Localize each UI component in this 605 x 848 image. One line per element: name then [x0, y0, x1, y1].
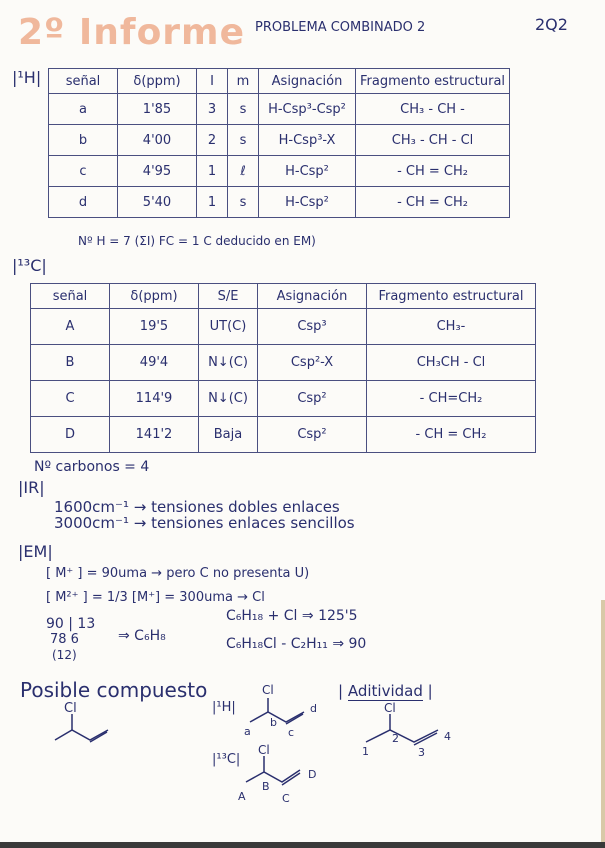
table-cell: Csp² — [258, 381, 367, 417]
em-calc-3: (12) — [52, 648, 77, 662]
structure-bonds — [55, 730, 108, 740]
c13-table — [30, 283, 536, 453]
table-row — [31, 381, 536, 417]
h1-header-cell: I — [197, 69, 228, 94]
h1-note: Nº H = 7 (ΣI) FC = 1 C deducido en EM) — [78, 234, 316, 248]
c13-header-cell: Fragmento estructural — [367, 284, 536, 309]
table-cell: A — [31, 309, 110, 345]
table-cell: D — [31, 417, 110, 453]
additivity-num-4: 4 — [444, 730, 451, 743]
table-cell: 1 — [197, 156, 228, 187]
additivity-label: | Aditividad | — [338, 682, 433, 700]
table-cell: 141'2 — [110, 417, 199, 453]
table-cell: H-Csp³-Csp² — [259, 94, 356, 125]
table-cell: CH₃CH - Cl — [367, 345, 536, 381]
table-cell: 49'4 — [110, 345, 199, 381]
table-row — [49, 125, 510, 156]
table-cell: CH₃- — [367, 309, 536, 345]
compound-structure — [50, 700, 130, 760]
c13-note: Nº carbonos = 4 — [34, 459, 150, 475]
em-section-label: |EM| — [18, 542, 53, 561]
h1-header-row — [49, 69, 510, 94]
compound-c13-label: |¹³C| — [212, 752, 241, 767]
compound-c13-text: ¹³C — [216, 752, 236, 767]
c13-double-bond — [282, 773, 300, 785]
h1-letter-b: b — [270, 716, 277, 729]
c13-letter-a: A — [238, 790, 246, 803]
table-cell: 1'85 — [118, 94, 197, 125]
em-calc-1: 90 | 13 — [46, 616, 96, 632]
h1-header-cell: δ(ppm) — [118, 69, 197, 94]
c13-header-cell: S/E — [199, 284, 258, 309]
h1-structure — [240, 680, 330, 740]
additivity-num-1: 1 — [362, 745, 369, 758]
compound-h1-label: |¹H| — [212, 700, 236, 715]
table-cell: b — [49, 125, 118, 156]
additivity-num-3: 3 — [418, 746, 425, 759]
h1-section-text: ¹H — [17, 68, 36, 87]
compound-label: Posible compuesto — [20, 678, 208, 702]
table-cell: - CH = CH₂ — [356, 156, 510, 187]
c13-letter-d: D — [308, 768, 317, 781]
table-row — [31, 345, 536, 381]
page-bottom-edge — [0, 842, 605, 848]
table-cell: UT(C) — [199, 309, 258, 345]
c13-section-label: |¹³C| — [12, 256, 47, 275]
table-cell: H-Csp² — [259, 187, 356, 218]
table-cell: a — [49, 94, 118, 125]
table-cell: C — [31, 381, 110, 417]
table-cell: Csp² — [258, 417, 367, 453]
table-cell: Baja — [199, 417, 258, 453]
table-cell: 114'9 — [110, 381, 199, 417]
table-cell: CH₃ - CH - — [356, 94, 510, 125]
em-calc-2: 78 6 — [50, 632, 79, 647]
additivity-structure — [360, 700, 470, 760]
ir-line-1: 1600cm⁻¹ → tensiones dobles enlaces — [54, 498, 340, 516]
page-subtitle: PROBLEMA COMBINADO 2 — [255, 20, 426, 35]
h1-double-bond — [286, 714, 303, 724]
c13-header-cell: δ(ppm) — [110, 284, 199, 309]
table-row — [49, 94, 510, 125]
table-cell: s — [228, 187, 259, 218]
c13-structure — [232, 742, 332, 806]
table-row — [49, 187, 510, 218]
em-section-text: EM — [23, 542, 48, 561]
h1-header-cell: Fragmento estructural — [356, 69, 510, 94]
table-cell: d — [49, 187, 118, 218]
ir-section-text: IR — [23, 478, 40, 497]
h1-header-cell: Asignación — [259, 69, 356, 94]
table-row — [31, 309, 536, 345]
h1-letter-d: d — [310, 702, 317, 715]
table-cell: s — [228, 125, 259, 156]
table-cell: c — [49, 156, 118, 187]
table-cell: B — [31, 345, 110, 381]
table-cell: CH₃ - CH - Cl — [356, 125, 510, 156]
h1-bonds — [250, 712, 304, 722]
h1-header-cell: señal — [49, 69, 118, 94]
c13-letter-b: B — [262, 780, 270, 793]
double-bond — [90, 732, 107, 742]
c13-header-cell: Asignación — [258, 284, 367, 309]
table-cell: 4'00 — [118, 125, 197, 156]
table-cell: 2 — [197, 125, 228, 156]
table-row — [49, 156, 510, 187]
table-cell: H-Csp³-X — [259, 125, 356, 156]
page-title: 2º Informe — [18, 12, 245, 53]
table-cell: N↓(C) — [199, 381, 258, 417]
table-cell: ℓ — [228, 156, 259, 187]
em-line-2: [ M²⁺ ] = 1/3 [M⁺] = 300uma → Cl — [46, 590, 265, 605]
table-row — [31, 417, 536, 453]
course-code: 2Q2 — [535, 15, 568, 34]
table-cell: - CH = CH₂ — [367, 417, 536, 453]
additivity-text: Aditividad — [347, 682, 423, 700]
em-line-1: [ M⁺ ] = 90uma → pero C no presenta U) — [46, 566, 310, 581]
table-cell: H-Csp² — [259, 156, 356, 187]
table-cell: - CH = CH₂ — [356, 187, 510, 218]
h1-section-label: |¹H| — [12, 68, 42, 87]
additivity-num-2: 2 — [392, 732, 399, 745]
h1-cl: Cl — [262, 683, 274, 697]
h1-letter-c: c — [288, 726, 295, 739]
table-cell: - CH=CH₂ — [367, 381, 536, 417]
h1-table — [48, 68, 510, 218]
em-line-4: C₆H₁₈Cl - C₂H₁₁ ⇒ 90 — [226, 636, 367, 652]
table-cell: 5'40 — [118, 187, 197, 218]
c13-header-row — [31, 284, 536, 309]
ir-section-label: |IR| — [18, 478, 45, 497]
h1-letter-a: a — [244, 725, 251, 738]
c13-section-text: ¹³C — [17, 256, 42, 275]
compound-h1-text: ¹H — [216, 700, 232, 715]
additivity-bonds — [366, 730, 438, 742]
em-line-3: C₆H₁₈ + Cl ⇒ 125'5 — [226, 608, 358, 624]
c13-letter-c: C — [282, 792, 290, 805]
c13-bonds — [246, 770, 300, 782]
table-cell: Csp³ — [258, 309, 367, 345]
table-cell: N↓(C) — [199, 345, 258, 381]
additivity-cl: Cl — [384, 701, 396, 715]
page-edge — [601, 600, 605, 848]
table-cell: 1 — [197, 187, 228, 218]
table-cell: 4'95 — [118, 156, 197, 187]
h1-header-cell: m — [228, 69, 259, 94]
table-cell: Csp²-X — [258, 345, 367, 381]
c13-cl: Cl — [258, 743, 270, 757]
additivity-double-bond — [414, 733, 437, 745]
table-cell: s — [228, 94, 259, 125]
structure-cl: Cl — [64, 701, 77, 716]
ir-line-2: 3000cm⁻¹ → tensiones enlaces sencillos — [54, 514, 355, 532]
em-calc-4: ⇒ C₆H₈ — [118, 628, 166, 644]
c13-header-cell: señal — [31, 284, 110, 309]
table-cell: 3 — [197, 94, 228, 125]
table-cell: 19'5 — [110, 309, 199, 345]
